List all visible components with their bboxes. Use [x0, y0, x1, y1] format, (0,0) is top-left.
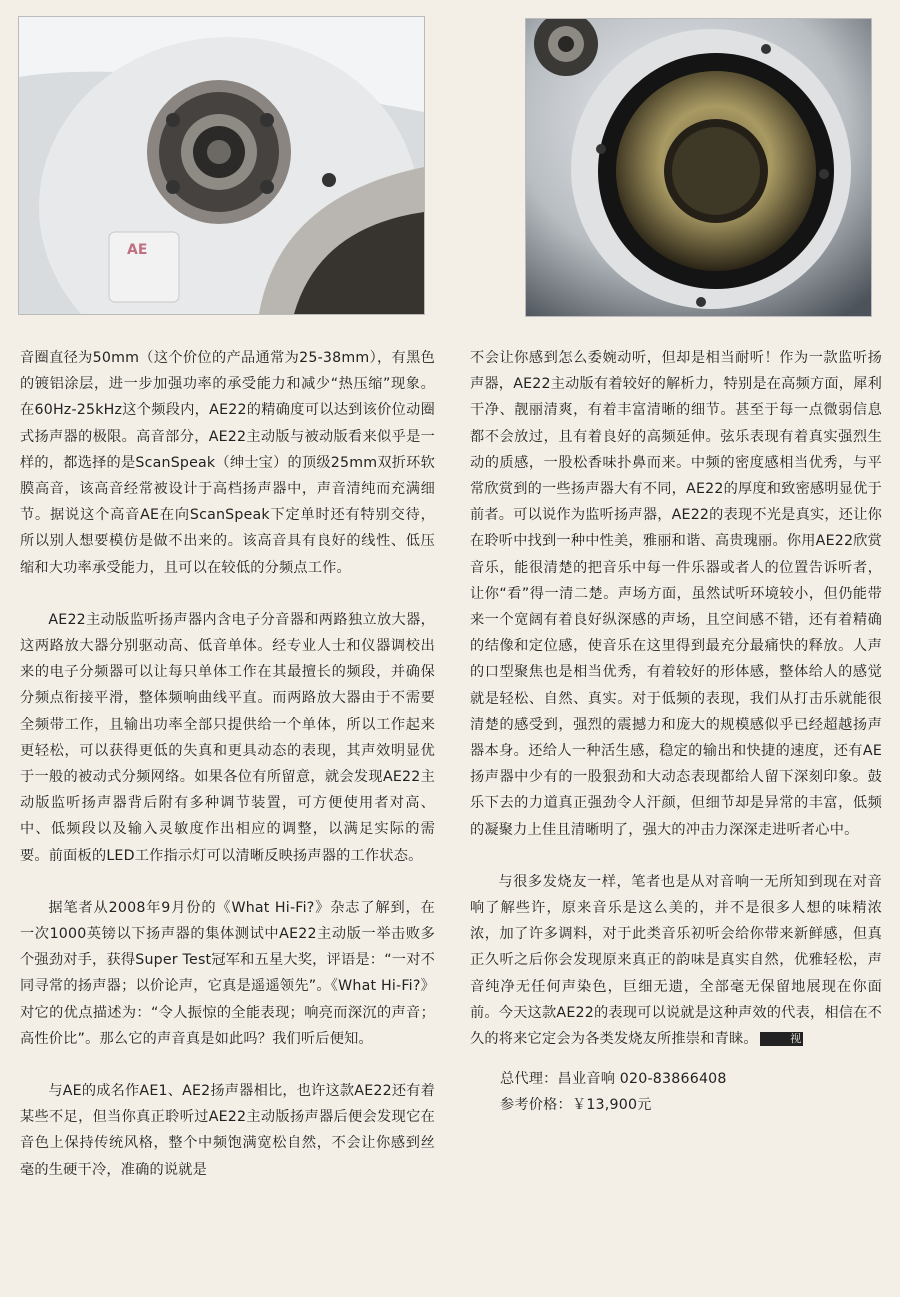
paragraph: AE22主动版监听扬声器内含电子分音器和两路独立放大器，这两路放大器分别驱动高、低音单体。经专业人士和仪器调校出来的电子分频器可以让每只单体工作在其最擅长的频段，并确保分频点衔接平滑，整体频响曲线平直。而两路放大器由于不需要全频带工作，且输出功率全部只提供给一个单体，所以工作起来更轻松，可以获得更低的失真和更具动态的表现，其声效明显优于一般的被动式分频网络。如果各位有所留意，就会发现AE22主动版监听扬声器背后附有多种调节装置，可方便使用者对高、中、低频段以及输入灵敏度作出相应的调整，以满足实际的需要。前面板的LED工作指示灯可以清晰反映扬声器的工作状态。 — [20, 611, 435, 864]
distributor-info: 总代理：昌业音响 020-83866408 — [500, 1071, 727, 1088]
brand-logo-text: AE — [127, 242, 148, 258]
speaker-tweeter-photo — [18, 16, 425, 315]
woofer-illustration — [526, 19, 871, 316]
product-info — [470, 1066, 882, 1118]
paragraph-text: 与很多发烧友一样，笔者也是从对音响一无所知到现在对音响了解些许，原来音乐是这么美的，并不是很多人想的味精浓浓，加了许多调料，对于此类音乐初听会给你带来新鲜感，但真正久听之后你会发现原来真正的韵味是真实自然，优雅轻松，声音纯净无任何声染色，巨细无遗，全部毫无保留地展现在你面前。今天这款AE22的表现可以说就是这种声效的代表，相信在不久的将来它定会为各类发烧友所推崇和青睐。 — [470, 873, 882, 1048]
paragraph: 不会让你感到怎么委婉动听，但却是相当耐听！作为一款监听扬声器，AE22主动版有着较好的解析力，特别是在高频方面，犀利干净、靓丽清爽，有着丰富清晰的细节。甚至于每一点微弱信息都不会放过，且有着良好的高频延伸。弦乐表现有着真实强烈生动的质感，一股松香味扑鼻而来。中频的密度感相当优秀，与平常欣赏到的一些扬声器大有不同，AE22的厚度和致密感明显优于前者。可以说作为监听扬声器，AE22的表现不光是真实，还让你在聆听中找到一种中性美，雅丽和谐、高贵瑰丽。你用AE22欣赏音乐，能很清楚的把音乐中每一件乐器或者人的位置告诉听者，让你“看”得一清二楚。声场方面，虽然试听环境较小，但仍能带来一个宽阔有着良好纵深感的声场，且空间感不错，还有着精确的结像和定位感，使音乐在这里得到最充分最痛快的释放。人声的口型聚焦也是相当优秀，有着较好的形体感，整体给人的感觉就是轻松、自然、真实。对于低频的表现，我们从打击乐就能很清楚的感受到，强烈的震撼力和庞大的规模感似乎已经超越扬声器本身。还给人一种活生感，稳定的输出和快捷的速度，还有AE扬声器中少有的一股狠劲和大动态表现都给人留下深刻印象。鼓乐下去的力道真正强劲令人汗颜，但细节却是异常的丰富，低频的凝聚力上佳且清晰明了，强大的冲击力深深走进听者心中。 — [470, 350, 882, 838]
paragraph-final — [470, 869, 882, 1052]
paragraph: 与AE的成名作AE1、AE2扬声器相比，也许这款AE22还有着某些不足，但当你真正聆听过AE22主动版扬声器后便会发现它在音色上保持传统风格，整个中频饱满宽松自然，不会让你感到丝毫的生硬干冷，准确的说就是 — [20, 1083, 435, 1178]
tweeter-illustration — [19, 17, 424, 314]
paragraph: 音圈直径为50mm（这个价位的产品通常为25-38mm），有黑色的镀铝涂层，进一步加强功率的承受能力和减少“热压缩”现象。在60Hz-25kHz这个频段内，AE22的精确度可以达到该价位动圈式扬声器的极限。高音部分，AE22主动版与被动版看来似乎是一样的，都选择的是ScanSpeak（绅士宝）的顶级25mm双折环软膜高音，该高音经常被设计于高档扬声器中，声音清纯而充满细节。据说这个高音AE在向ScanSpeak下定单时还有特别交待，所以别人想要模仿是做不出来的。该高音具有良好的线性、低压缩和大功率承受能力，且可以在较低的分频点工作。 — [20, 350, 435, 576]
speaker-woofer-photo — [525, 18, 872, 317]
end-mark: 视 — [760, 1032, 804, 1046]
price-info: 参考价格：￥13,900元 — [500, 1097, 652, 1114]
paragraph: 据笔者从2008年9月份的《What Hi-Fi?》杂志了解到，在一次1000英镑以下扬声器的集体测试中AE22主动版一举击败多个强劲对手，获得Super Test冠军和五星大奖，评语是：“一对不同寻常的扬声器；以价论声，它真是遥遥领先”。《What Hi-Fi?》对它的优点描述为：“令人振惊的全能表现；响亮而深沉的声音；高性价比”。那么它的声音真是如此吗？我们听后便知。 — [20, 899, 435, 1047]
article-column-right — [470, 345, 882, 1118]
article-column-left — [20, 345, 435, 1183]
